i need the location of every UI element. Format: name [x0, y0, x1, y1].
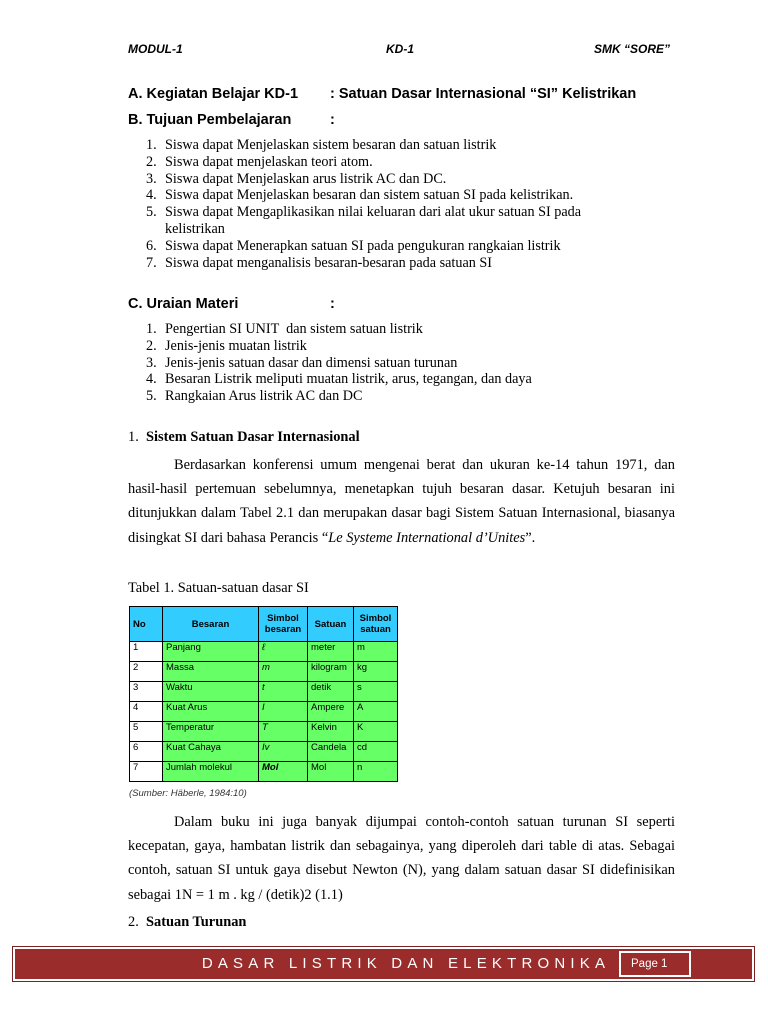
- list-item: 5. Rangkaian Arus listrik AC dan DC: [146, 388, 363, 405]
- table-header: Simbol besaran: [259, 607, 308, 642]
- objectives-list: [146, 137, 636, 271]
- header-kd: KD-1: [386, 42, 415, 56]
- table-row: 6 Kuat Cahaya Iv Candela cd: [130, 742, 398, 762]
- page-number: Page 1: [619, 951, 691, 977]
- paragraph-si: Berdasarkan konferensi umum mengenai berat dan ukuran ke-14 tahun 1971, dan hasil-hasil pertemuan sebelumnya, menetapkan tujuh besaran dasar. Ketujuh besaran ini ditunjukkan dalam Tabel 2.1 dan merupakan dasar bagi Sistem Satuan Internasional, biasanya disingkat SI dari bahasa Perancis “Le Systeme International d’Unites”.: [128, 457, 675, 546]
- table-row: 3 Waktu t detik s: [130, 682, 398, 702]
- table-header: Besaran: [163, 607, 259, 642]
- materials-list: [146, 321, 636, 405]
- table-header: Satuan: [308, 607, 354, 642]
- table-row: 2 Massa m kilogram kg: [130, 662, 398, 682]
- list-item: 1. Siswa dapat Menjelaskan sistem besaran dan satuan listrik: [146, 137, 497, 153]
- table-row: 4 Kuat Arus I Ampere A: [130, 702, 398, 722]
- table-header: No: [130, 607, 163, 642]
- list-item: 2. Siswa dapat menjelaskan teori atom.: [146, 153, 373, 170]
- section-c-colon: :: [330, 296, 335, 312]
- section-heading-1: 1. Sistem Satuan Dasar Internasional: [128, 429, 360, 445]
- section-b-label: B. Tujuan Pembelajaran: [128, 112, 292, 128]
- list-item: 7. Siswa dapat menganalisis besaran-besaran pada satuan SI: [146, 254, 492, 271]
- section-a-label: A. Kegiatan Belajar KD-1: [128, 86, 299, 102]
- list-item: 5. Siswa dapat Mengaplikasikan nilai keluaran dari alat ukur satuan SI pada kelistrikan: [146, 204, 582, 237]
- table-row: 7 Jumlah molekul Mol Mol n: [130, 762, 398, 782]
- table-row: 1 Panjang ℓ meter m: [130, 642, 398, 662]
- table-source: (Sumber: Häberle, 1984:10): [129, 788, 247, 799]
- list-item: 3. Siswa dapat Menjelaskan arus listrik AC dan DC.: [146, 170, 447, 187]
- header-school: SMK “SORE”: [594, 42, 671, 56]
- list-item: 6. Siswa dapat Menerapkan satuan SI pada pengukuran rangkaian listrik: [146, 237, 561, 254]
- list-item: 4. Siswa dapat Menjelaskan besaran dan sistem satuan SI pada kelistrikan.: [146, 187, 574, 204]
- header-module: MODUL-1: [128, 42, 183, 56]
- list-item: 2. Jenis-jenis muatan listrik: [146, 337, 307, 354]
- table-header: Simbol satuan: [354, 607, 398, 642]
- section-c-label: C. Uraian Materi: [128, 296, 239, 312]
- paragraph-derived-units: Dalam buku ini juga banyak dijumpai contoh-contoh satuan turunan SI seperti kecepatan, gaya, hambatan listrik dan sebagainya, yang diperoleh dari table di atas. Sebagai contoh, satuan SI untuk gaya disebut Newton (N), yang dalam satuan dasar SI didefinisikan sebagai 1N = 1 m . kg / (detik)2 (1.1): [128, 814, 675, 903]
- footer-title: DASAR LISTRIK DAN ELEKTRONIKA: [201, 955, 611, 972]
- si-units-table: [129, 606, 398, 782]
- section-heading-2: 2. Satuan Turunan: [128, 914, 247, 930]
- table-row: 5 Temperatur T Kelvin K: [130, 722, 398, 742]
- section-b-colon: :: [330, 112, 335, 128]
- list-item: 1. Pengertian SI UNIT dan sistem satuan listrik: [146, 321, 423, 337]
- list-item: 4. Besaran Listrik meliputi muatan listrik, arus, tegangan, dan daya: [146, 371, 532, 388]
- list-item: 3. Jenis-jenis satuan dasar dan dimensi satuan turunan: [146, 354, 458, 371]
- section-a-value: : Satuan Dasar Internasional “SI” Kelistrikan: [330, 86, 637, 102]
- table-caption: Tabel 1. Satuan-satuan dasar SI: [128, 580, 309, 596]
